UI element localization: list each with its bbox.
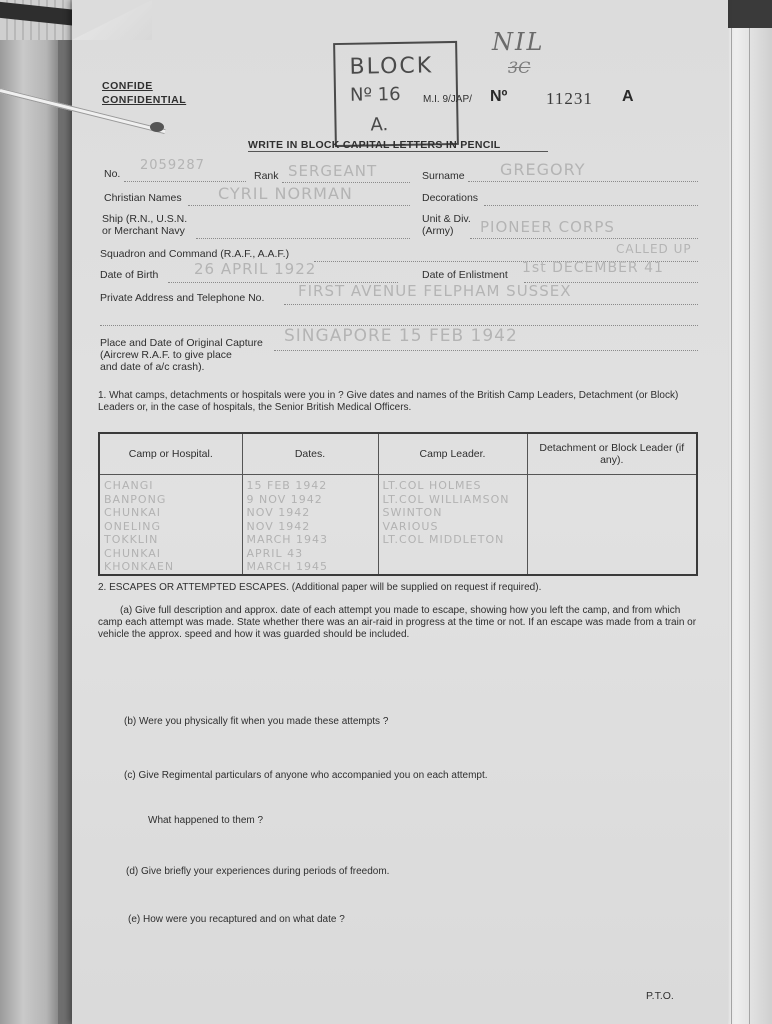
camp-entry: BANPONG: [104, 492, 167, 506]
column-header: Camp or Hospital.: [99, 433, 242, 475]
column-header: Camp Leader.: [378, 433, 527, 475]
question-2b: (b) Were you physically fit when you made these attempts ?: [124, 716, 389, 727]
leader-entry: LT.COL WILLIAMSON: [382, 492, 510, 506]
christian-names-dots: [188, 205, 410, 206]
capture-label-line1: Place and Date of Original Capture: [100, 337, 263, 349]
dates-cell: [242, 475, 378, 575]
no-label: No.: [104, 168, 121, 180]
address-dots: [284, 304, 698, 305]
unit-dots: [470, 238, 698, 239]
form-number: 11231: [546, 89, 593, 108]
rank-label: Rank: [254, 170, 279, 182]
no-dots: [124, 181, 246, 182]
camp-entry: ONELING: [104, 519, 161, 533]
punch-hole: [150, 122, 164, 132]
camp-entry: CHANGI: [104, 479, 154, 492]
stamp-number: Nº 16: [349, 83, 401, 106]
date-entry: APRIL 43: [246, 546, 304, 560]
address-value: FIRST AVENUE FELPHAM SUSSEX: [298, 282, 572, 300]
leader-entry: LT.COL HOLMES: [382, 479, 482, 492]
question-2a: (a) Give full description and approx. date of each attempt you made to escape, showing how you left the camp, and from which camp each attempt was made. State whether there was an air-raid in progress at the time or not. If an escape was made from a train or vehicle the approx. speed and how it was guarded should be included.: [98, 605, 697, 640]
decorations-dots: [484, 205, 698, 206]
question-2d: (d) Give briefly your experiences during periods of freedom.: [126, 866, 390, 877]
leader-cell: [378, 475, 527, 575]
table-header-row: [99, 433, 697, 475]
squadron-label: Squadron and Command (R.A.F., A.A.F.): [100, 248, 290, 260]
no-value: 2059287: [140, 158, 205, 173]
page-edge-line: [731, 24, 732, 1024]
question-2-heading: 2. ESCAPES OR ATTEMPTED ESCAPES. (Additional paper will be supplied on request if required).: [98, 582, 542, 593]
unit-label-line2: (Army): [422, 225, 454, 237]
capture-label-line3: and date of a/c crash).: [100, 361, 205, 373]
unit-label-line1: Unit & Div.: [422, 213, 471, 225]
confidential-label-2: CONFIDENTIAL: [102, 94, 187, 106]
binder-cover-left: [0, 0, 58, 1024]
form-page: [72, 0, 728, 1024]
column-header: Dates.: [242, 433, 378, 475]
date-entry: 9 NOV 1942: [246, 492, 323, 506]
question-1-text: 1. What camps, detachments or hospitals were you in ? Give dates and names of the British Camp Leaders, Detachment (or Block) Leaders or, in the case of hospitals, the Senior British Medical Officers.: [98, 390, 679, 413]
date-entry: NOV 1942: [246, 506, 311, 519]
christian-names-label: Christian Names: [104, 192, 182, 204]
handwritten-mark: 3C: [508, 58, 531, 77]
date-entry: 15 FEB 1942: [246, 479, 328, 492]
block-leader-cell: [527, 475, 697, 575]
capture-value: SINGAPORE 15 FEB 1942: [284, 326, 518, 346]
leader-entry: SWINTON: [382, 506, 443, 519]
page-fold: [72, 0, 152, 40]
date-entry: MARCH 1943: [246, 533, 329, 546]
date-entry: NOV 1942: [246, 519, 311, 533]
enlistment-label: Date of Enlistment: [422, 269, 508, 281]
leader-entry: LT.COL MIDDLETON: [382, 533, 505, 546]
reference-code: M.I. 9/JAP/: [423, 94, 472, 105]
capture-dots: [274, 350, 698, 351]
ship-label-line2: or Merchant Navy: [102, 225, 185, 237]
camp-entry: CHUNKAI: [104, 506, 162, 519]
question-2e: (e) How were you recaptured and on what date ?: [128, 914, 345, 925]
page-edge-line: [749, 24, 750, 1024]
please-turn-over: P.T.O.: [646, 990, 674, 1002]
dob-label: Date of Birth: [100, 269, 159, 281]
stamp-word: BLOCK: [349, 53, 434, 80]
instruction-heading: WRITE IN BLOCK CAPITAL LETTERS IN PENCIL: [248, 139, 501, 151]
question-2c: (c) Give Regimental particulars of anyone who accompanied you on each attempt.: [124, 770, 488, 781]
unit-value: PIONEER CORPS: [480, 218, 615, 236]
ship-label-line1: Ship (R.N., U.S.N.: [102, 213, 188, 225]
handwritten-nil: NIL: [492, 28, 545, 56]
ship-dots: [196, 238, 410, 239]
question-2c-followup: What happened to them ?: [148, 815, 264, 826]
confidential-label-1: CONFIDE: [102, 80, 153, 92]
number-label: Nº: [490, 88, 508, 105]
camps-table: [98, 432, 698, 576]
rank-value: SERGEANT: [288, 162, 378, 180]
table-row: [99, 475, 697, 575]
address-label: Private Address and Telephone No.: [100, 292, 265, 304]
enlistment-value-line1: CALLED UP: [616, 242, 692, 256]
camp-entry: CHUNKAI: [104, 546, 162, 560]
surname-value: GREGORY: [500, 160, 586, 179]
enlistment-value-line2: 1st DECEMBER 41: [522, 260, 664, 276]
stamp-letter: A.: [370, 114, 389, 136]
camp-cell: [99, 475, 242, 575]
column-header: Detachment or Block Leader (if any).: [527, 433, 697, 475]
date-entry: MARCH 1945: [246, 560, 329, 573]
heading-underline: [248, 151, 548, 152]
dob-value: 26 APRIL 1922: [194, 260, 317, 278]
rank-dots: [282, 182, 410, 183]
capture-label-line2: (Aircrew R.A.F. to give place: [100, 349, 232, 361]
christian-names-value: CYRIL NORMAN: [218, 184, 353, 203]
surname-dots: [468, 181, 698, 182]
surname-label: Surname: [422, 170, 465, 182]
camp-entry: KHONKAEN: [104, 560, 175, 573]
leader-entry: VARIOUS: [382, 519, 439, 533]
camp-entry: TOKKLIN: [104, 533, 159, 546]
decorations-label: Decorations: [422, 192, 479, 204]
form-suffix: A: [622, 88, 634, 105]
